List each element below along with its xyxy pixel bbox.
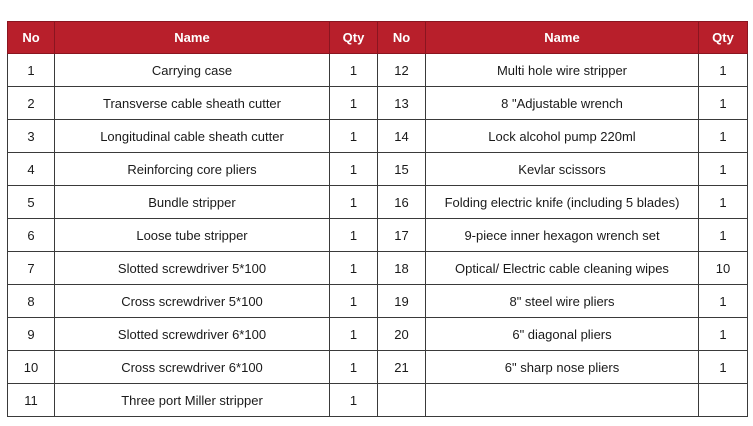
- cell-no-right: 20: [378, 318, 426, 351]
- cell-no-left: 3: [8, 120, 55, 153]
- cell-name-left: Cross screwdriver 6*100: [55, 351, 330, 384]
- cell-no-left: 8: [8, 285, 55, 318]
- cell-qty-left: 1: [330, 54, 378, 87]
- cell-qty-right: 1: [699, 318, 748, 351]
- cell-name-left: Carrying case: [55, 54, 330, 87]
- table-row: [8, 120, 748, 153]
- cell-no-left: 9: [8, 318, 55, 351]
- cell-qty-right: 1: [699, 186, 748, 219]
- cell-qty-left: 1: [330, 153, 378, 186]
- cell-no-right: 19: [378, 285, 426, 318]
- cell-name-left: Cross screwdriver 5*100: [55, 285, 330, 318]
- cell-no-right: 21: [378, 351, 426, 384]
- table-row: [8, 219, 748, 252]
- header-no-left: No: [8, 22, 55, 54]
- cell-name-right: 6" diagonal pliers: [426, 318, 699, 351]
- cell-no-right: 18: [378, 252, 426, 285]
- cell-name-right: Kevlar scissors: [426, 153, 699, 186]
- table-row: [8, 252, 748, 285]
- cell-qty-left: 1: [330, 384, 378, 417]
- cell-qty-right: 1: [699, 351, 748, 384]
- header-qty-right: Qty: [699, 22, 748, 54]
- cell-qty-right: [699, 384, 748, 417]
- table-row: [8, 54, 748, 87]
- table-body: [8, 54, 748, 417]
- cell-name-right: Multi hole wire stripper: [426, 54, 699, 87]
- cell-qty-left: 1: [330, 219, 378, 252]
- cell-no-right: 17: [378, 219, 426, 252]
- cell-no-right: 16: [378, 186, 426, 219]
- table-row: [8, 318, 748, 351]
- table-header-row: [8, 22, 748, 54]
- cell-qty-left: 1: [330, 252, 378, 285]
- cell-qty-right: 1: [699, 219, 748, 252]
- table-row: [8, 153, 748, 186]
- header-name-left: Name: [55, 22, 330, 54]
- cell-no-right: 14: [378, 120, 426, 153]
- cell-name-left: Bundle stripper: [55, 186, 330, 219]
- cell-name-left: Transverse cable sheath cutter: [55, 87, 330, 120]
- table-row: [8, 186, 748, 219]
- cell-qty-left: 1: [330, 120, 378, 153]
- cell-no-right: 12: [378, 54, 426, 87]
- cell-name-left: Three port Miller stripper: [55, 384, 330, 417]
- header-no-right: No: [378, 22, 426, 54]
- table-row: [8, 87, 748, 120]
- cell-name-right: [426, 384, 699, 417]
- cell-no-left: 4: [8, 153, 55, 186]
- cell-no-left: 2: [8, 87, 55, 120]
- cell-qty-right: 1: [699, 153, 748, 186]
- cell-name-right: Optical/ Electric cable cleaning wipes: [426, 252, 699, 285]
- cell-qty-right: 1: [699, 285, 748, 318]
- cell-no-left: 11: [8, 384, 55, 417]
- cell-name-right: Folding electric knife (including 5 blades): [426, 186, 699, 219]
- cell-name-right: Lock alcohol pump 220ml: [426, 120, 699, 153]
- cell-name-right: 9-piece inner hexagon wrench set: [426, 219, 699, 252]
- cell-no-left: 10: [8, 351, 55, 384]
- cell-name-left: Slotted screwdriver 5*100: [55, 252, 330, 285]
- cell-no-left: 1: [8, 54, 55, 87]
- cell-no-left: 6: [8, 219, 55, 252]
- cell-qty-right: 10: [699, 252, 748, 285]
- cell-qty-left: 1: [330, 186, 378, 219]
- cell-name-right: 8 "Adjustable wrench: [426, 87, 699, 120]
- cell-no-right: [378, 384, 426, 417]
- cell-qty-right: 1: [699, 87, 748, 120]
- cell-no-left: 7: [8, 252, 55, 285]
- cell-name-right: 8" steel wire pliers: [426, 285, 699, 318]
- cell-name-left: Reinforcing core pliers: [55, 153, 330, 186]
- cell-qty-right: 1: [699, 54, 748, 87]
- cell-no-left: 5: [8, 186, 55, 219]
- cell-qty-right: 1: [699, 120, 748, 153]
- header-qty-left: Qty: [330, 22, 378, 54]
- cell-qty-left: 1: [330, 285, 378, 318]
- cell-qty-left: 1: [330, 318, 378, 351]
- cell-name-left: Slotted screwdriver 6*100: [55, 318, 330, 351]
- cell-qty-left: 1: [330, 87, 378, 120]
- cell-no-right: 13: [378, 87, 426, 120]
- table-row: [8, 351, 748, 384]
- tool-list-table: [7, 21, 748, 417]
- table-row: [8, 285, 748, 318]
- cell-qty-left: 1: [330, 351, 378, 384]
- cell-no-right: 15: [378, 153, 426, 186]
- cell-name-left: Longitudinal cable sheath cutter: [55, 120, 330, 153]
- table-row: [8, 384, 748, 417]
- cell-name-right: 6" sharp nose pliers: [426, 351, 699, 384]
- cell-name-left: Loose tube stripper: [55, 219, 330, 252]
- header-name-right: Name: [426, 22, 699, 54]
